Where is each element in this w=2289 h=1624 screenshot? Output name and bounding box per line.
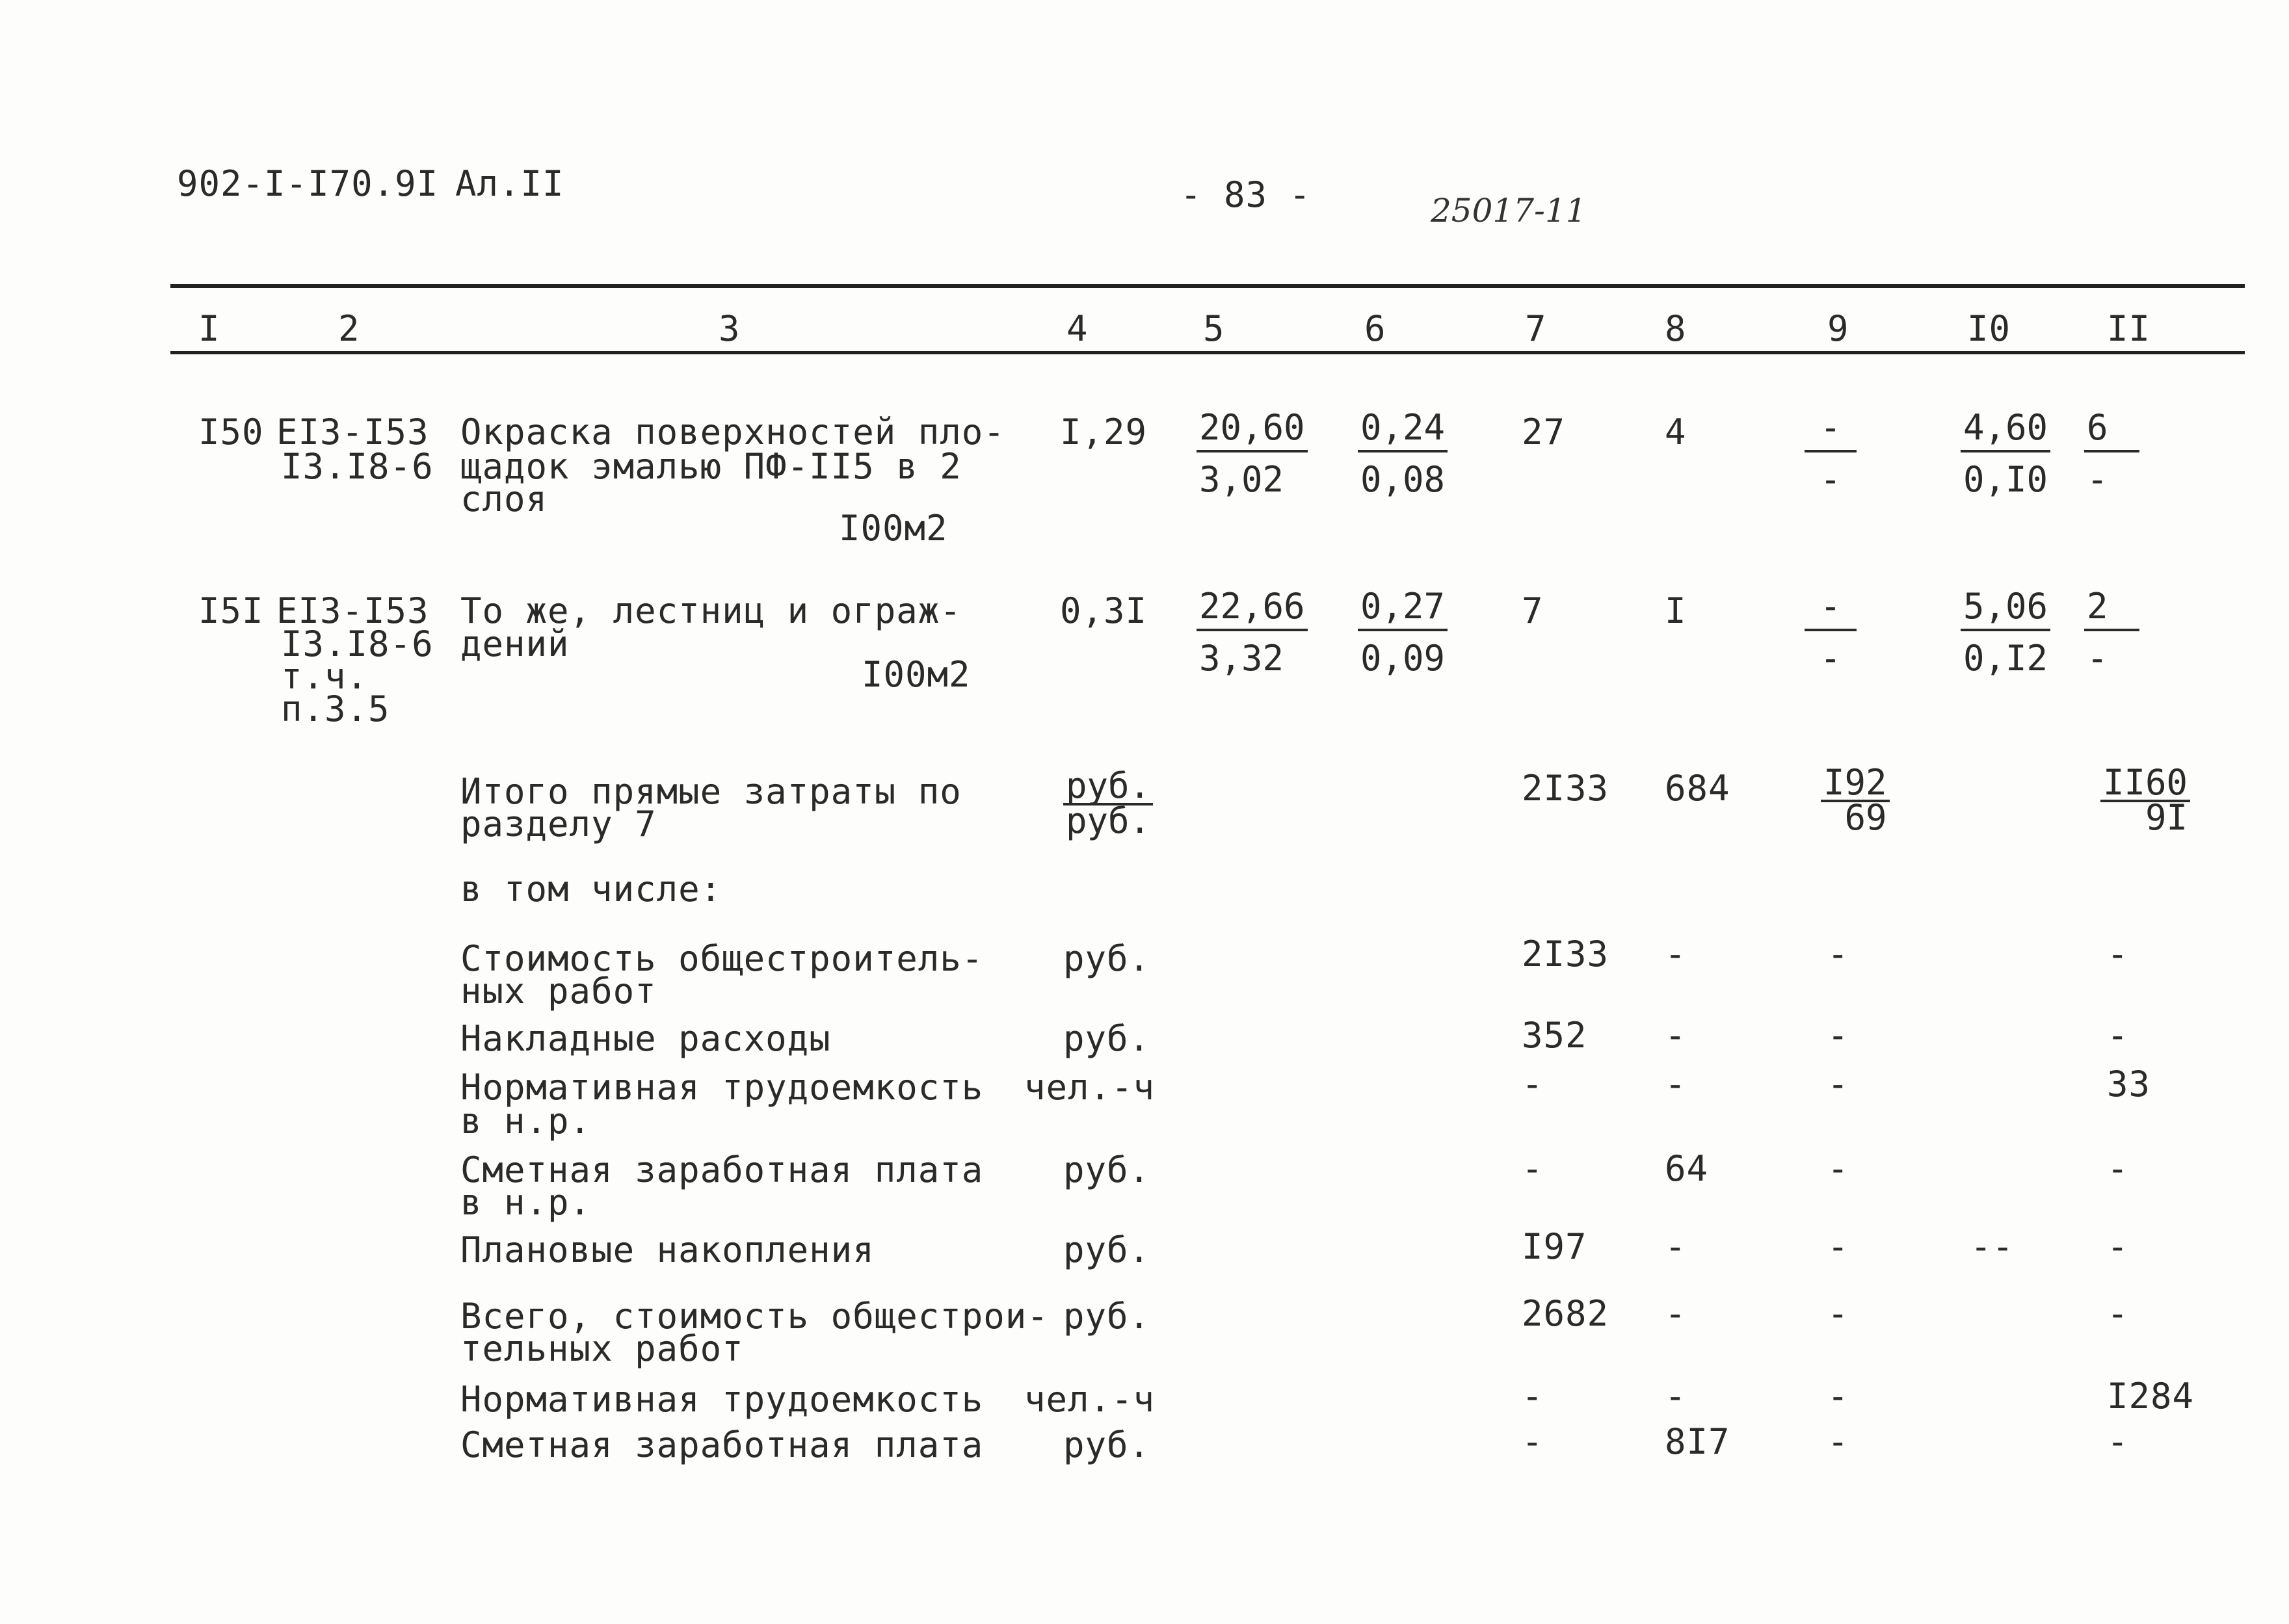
item-col8: I [1665,590,1687,631]
summary-col7: I97 [1522,1226,1587,1267]
summary-label-line: в н.р. [460,1101,592,1142]
total-label-line: Итого прямые затраты по [460,771,962,812]
summary-col9: - [1827,1064,1849,1105]
summary-unit: руб. [1063,1018,1151,1059]
item-code-line: I3.I8-6 [281,446,434,487]
col-header-10: I0 [1967,308,2011,349]
summary-col8: - [1665,1293,1687,1334]
summary-col9: - [1827,1376,1849,1417]
col-header-6: 6 [1364,308,1386,349]
summary-col11: - [2107,1421,2129,1462]
item-number: I5I [198,590,264,631]
item-code-line: I3.I8-6 [281,623,434,664]
summary-col11: - [2107,934,2129,975]
total-col8: 684 [1665,768,1730,809]
summary-unit: руб. [1063,1296,1151,1337]
summary-label-line: Нормативная трудоемкость [460,1067,984,1108]
summary-col7: - [1522,1421,1544,1462]
item-code-line: EI3-I53 [276,590,429,631]
item-description-line: слоя [460,478,548,519]
fraction-bottom: 9I [2145,797,2188,838]
summary-col8: - [1665,1376,1687,1417]
fraction-top: - [1805,410,1857,452]
summary-col8: 64 [1665,1148,1709,1189]
summary-col8: - [1665,1015,1687,1056]
col-header-1: I [198,308,220,349]
summary-col11: 33 [2107,1064,2151,1105]
summary-col9: - [1827,1148,1849,1189]
item-quantity: I,29 [1060,412,1148,452]
summary-label-line: Нормативная трудоемкость [460,1379,984,1420]
summary-col7: 352 [1522,1015,1587,1056]
fraction-top: II60 [2100,767,2190,802]
item-col9-fraction [1805,588,1857,677]
fraction-top: 20,60 [1197,410,1308,452]
item-code-line: п.3.5 [281,688,390,729]
fraction-bottom: 0,09 [1360,638,1446,679]
fraction-bottom: - [1819,638,1842,679]
fraction-top: 2 [2084,588,2139,631]
summary-col10: -- [1970,1226,2015,1267]
fraction-bottom: - [1819,459,1842,500]
item-quantity: 0,3I [1060,590,1148,631]
summary-col7: 2682 [1522,1293,1609,1334]
summary-col8: - [1665,934,1687,975]
col-header-5: 5 [1203,308,1225,349]
item-col5-fraction [1197,588,1308,677]
summary-label-line: Сметная заработная плата [460,1424,984,1465]
summary-label-line: Плановые накопления [460,1229,875,1270]
fraction-top: 0,27 [1358,588,1448,631]
item-code-line: EI3-I53 [276,412,429,452]
total-label-line: разделу 7 [460,804,657,845]
summary-col9: - [1827,1421,1849,1462]
summary-unit: руб. [1063,1149,1151,1190]
summary-col9: - [1827,1015,1849,1056]
item-col5-fraction [1197,407,1308,500]
fraction-bottom: 0,I0 [1963,459,2048,500]
fraction-bottom: руб. [1066,800,1151,841]
summary-col7: 2I33 [1522,934,1609,975]
item-col6-fraction [1358,407,1448,500]
summary-label-line: тельных работ [460,1328,744,1369]
page-number: - 83 - [1180,174,1312,215]
summary-col11: - [2107,1293,2129,1334]
summary-col11: - [2107,1226,2129,1267]
document-code: 902-I-I70.9I [177,163,439,204]
fraction-top: 22,66 [1197,588,1308,631]
item-description-line: дений [460,623,570,664]
summary-col9: - [1827,1226,1849,1267]
summary-col11: I284 [2107,1376,2195,1417]
summary-unit: руб. [1063,938,1151,979]
summary-label-line: Всего, стоимость общестрои- [460,1296,1049,1337]
item-col6-fraction [1358,588,1448,677]
fraction-bottom: 3,02 [1199,459,1284,500]
summary-unit: чел.-ч [1024,1379,1156,1420]
summary-unit: руб. [1063,1229,1151,1270]
total-col7: 2I33 [1522,768,1609,809]
col-header-3: 3 [719,308,741,349]
item-col11-fraction [2084,588,2139,677]
item-col10-fraction [1961,407,2050,500]
item-unit: I00м2 [862,654,971,695]
summary-col9: - [1827,934,1849,975]
item-code-line: т.ч. [281,656,369,697]
total-unit-fraction [1063,765,1153,841]
fraction-top: 0,24 [1358,410,1448,452]
col-header-2: 2 [338,308,360,349]
summary-col11: - [2107,1015,2129,1056]
col-header-11: II [2107,308,2151,349]
summary-label-line: Сметная заработная плата [460,1149,984,1190]
summary-col11: - [2107,1148,2129,1189]
summary-label-line: Накладные расходы [460,1018,831,1059]
fraction-top: - [1805,588,1857,631]
album-number: Ал.II [455,163,564,204]
item-col11-fraction [2084,407,2139,500]
col-header-8: 8 [1665,308,1687,349]
item-col9-fraction [1805,407,1857,500]
header-bottom-rule [170,351,2245,354]
col-header-9: 9 [1827,308,1849,349]
item-description-line: То же, лестниц и ограж- [460,590,962,631]
col-header-4: 4 [1066,308,1089,349]
item-col7: 27 [1522,412,1566,452]
summary-col7: - [1522,1064,1544,1105]
fraction-top: 5,06 [1961,588,2050,631]
summary-col8: - [1665,1226,1687,1267]
fraction-bottom: 69 [1844,797,1887,838]
total-col9-fraction [1821,762,1890,838]
item-description-line: Окраска поверхностей пло- [460,412,1005,452]
item-number: I50 [198,412,264,452]
fraction-top: руб. [1063,770,1153,805]
including-label: в том числе: [460,869,722,910]
fraction-bottom: - [2087,459,2108,500]
total-col11-fraction [2100,762,2190,838]
table-top-rule [170,284,2245,288]
fraction-bottom: 3,32 [1199,638,1284,679]
fraction-top: 4,60 [1961,410,2050,452]
item-unit: I00м2 [839,508,948,549]
summary-label-line: в н.р. [460,1182,592,1223]
summary-col9: - [1827,1293,1849,1334]
fraction-bottom: 0,08 [1360,459,1446,500]
item-col8: 4 [1665,412,1687,452]
summary-unit: чел.-ч [1024,1067,1156,1108]
summary-label-line: Стоимость общестроитель- [460,938,984,979]
summary-col7: - [1522,1148,1544,1189]
item-description-line: щадок эмалью ПФ-II5 в 2 [460,446,962,487]
handwritten-number: 25017-11 [1431,192,1587,229]
summary-label-line: ных работ [460,971,657,1012]
item-col10-fraction [1961,588,2050,677]
item-col7: 7 [1522,590,1544,631]
fraction-bottom: 0,I2 [1963,638,2048,679]
summary-col8: 8I7 [1665,1421,1730,1462]
col-header-7: 7 [1525,308,1547,349]
summary-unit: руб. [1063,1424,1151,1465]
fraction-top: 6 [2084,410,2139,452]
fraction-bottom: - [2087,638,2108,679]
summary-col7: - [1522,1376,1544,1417]
fraction-top: I92 [1821,767,1890,802]
summary-col8: - [1665,1064,1687,1105]
